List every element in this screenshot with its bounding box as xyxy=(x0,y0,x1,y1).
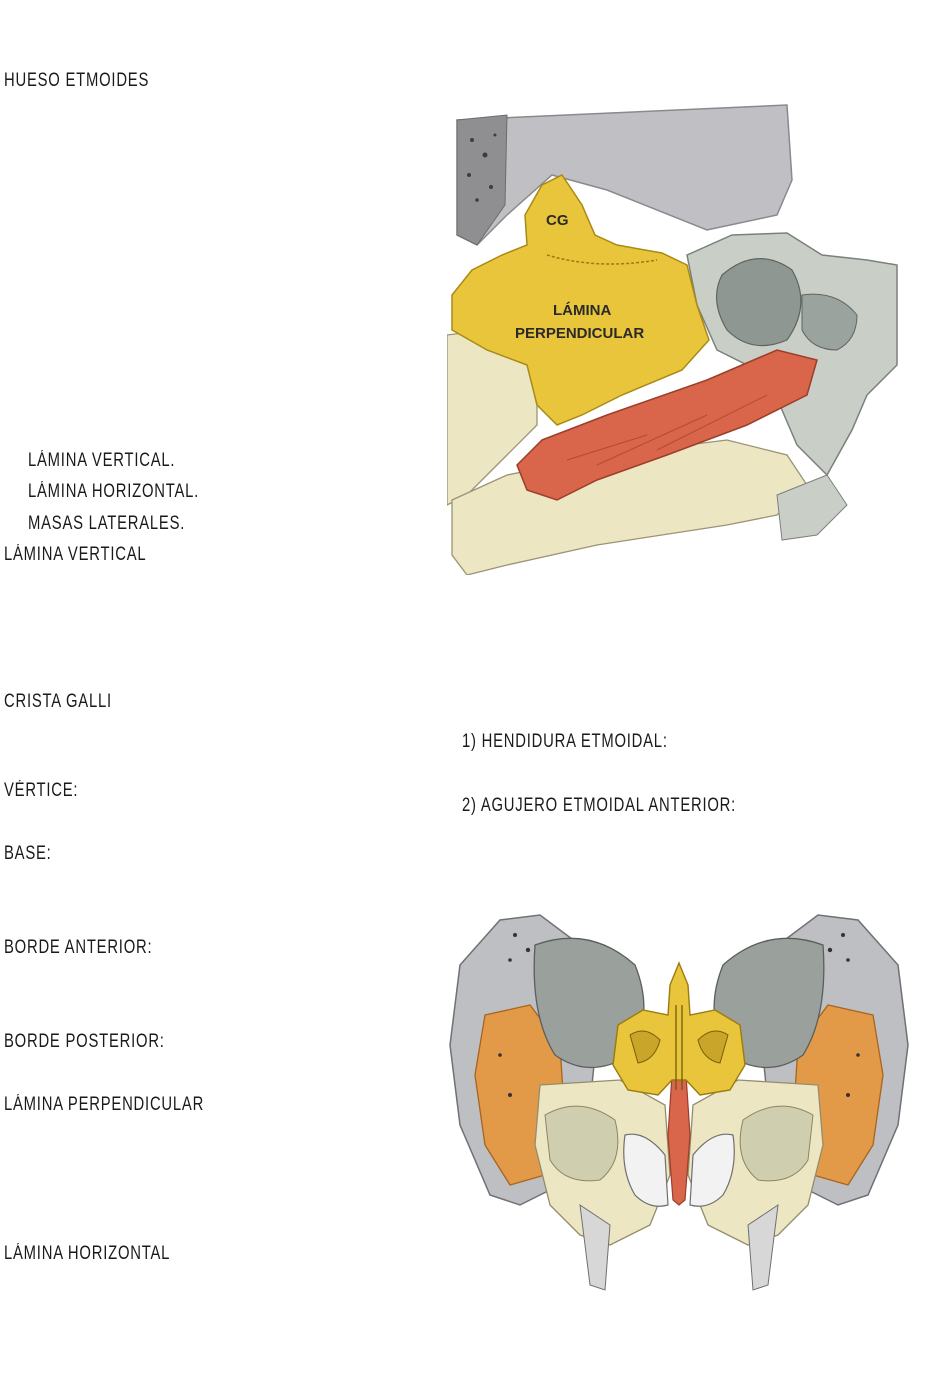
agujero-etmoidal-label: 2) AGUJERO ETMOIDAL ANTERIOR: xyxy=(462,795,737,816)
page-title: HUESO ETMOIDES xyxy=(4,70,150,91)
label-lamina: LÁMINA xyxy=(553,302,612,319)
section-lamina-horizontal: LÁMINA HORIZONTAL xyxy=(4,1243,171,1264)
ethmoid-sagittal-illustration xyxy=(447,95,900,575)
hendidura-etmoidal-label: 1) HENDIDURA ETMOIDAL: xyxy=(462,731,668,752)
borde-anterior-label: BORDE ANTERIOR: xyxy=(4,937,153,958)
ethmoid-coronal-illustration xyxy=(440,905,918,1293)
label-cg: CG xyxy=(546,212,569,229)
ethmoid-coronal-figure xyxy=(440,905,918,1293)
section-crista-galli: CRISTA GALLI xyxy=(4,691,112,712)
vertice-label: VÉRTICE: xyxy=(4,780,79,801)
section-lamina-perpendicular: LÁMINA PERPENDICULAR xyxy=(4,1094,205,1115)
part-lateral-masses: MASAS LATERALES. xyxy=(28,513,186,534)
part-vertical: LÁMINA VERTICAL. xyxy=(28,450,176,471)
ethmoid-sagittal-figure xyxy=(447,95,900,575)
label-perpendicular: PERPENDICULAR xyxy=(515,325,645,342)
base-label: BASE: xyxy=(4,843,52,864)
borde-posterior-label: BORDE POSTERIOR: xyxy=(4,1031,165,1052)
section-lamina-vertical: LÁMINA VERTICAL xyxy=(4,544,147,565)
part-horizontal: LÁMINA HORIZONTAL. xyxy=(28,481,200,502)
